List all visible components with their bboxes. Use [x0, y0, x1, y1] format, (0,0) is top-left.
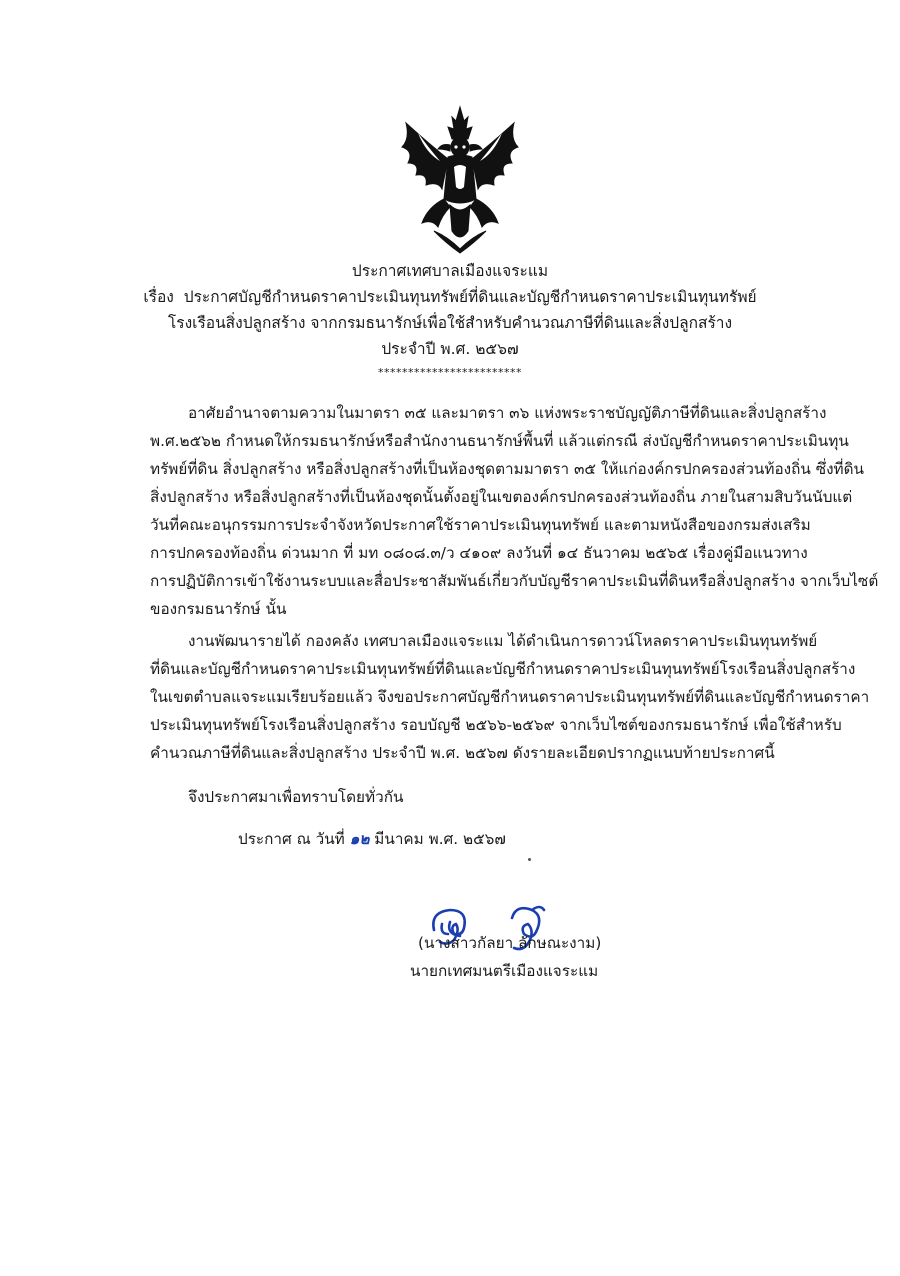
paragraph2-line: ในเขตตำบลแจระแมเรียบร้อยแล้ว จึงขอประกาศบัญชีกำหนดราคาประเมินทุนทรัพย์ที่ดินและบัญชีกำหนดราคา [150, 688, 870, 706]
paragraph2-line: งานพัฒนารายได้ กองคลัง เทศบาลเมืองแจระแม ได้ดำเนินการดาวน์โหลดราคาประเมินทุนทรัพย์ [188, 632, 818, 650]
garuda-emblem-icon [398, 103, 522, 253]
paragraph1-line: การปกครองท้องถิ่น ด่วนมาก ที่ มท ๐๘๐๘.๓/ว ๔๑๐๙ ลงวันที่ ๑๔ ธันวาคม ๒๕๖๕ เรื่องคู่มือแนวทาง [150, 544, 808, 562]
paragraph1-line: อาศัยอำนาจตามความในมาตรา ๓๕ และมาตรา ๓๖ แห่งพระราชบัญญัติภาษีที่ดินและสิ่งปลูกสร้าง [188, 404, 827, 422]
signatory-position: นายกเทศมนตรีเมืองแจระแม [410, 962, 599, 980]
paragraph1-line: วันที่คณะอนุกรรมการประจำจังหวัดประกาศใช้ราคาประเมินทุนทรัพย์ และตามหนังสือของกรมส่งเสริม [150, 516, 811, 534]
paragraph1-line: ทรัพย์ที่ดิน สิ่งปลูกสร้าง หรือสิ่งปลูกสร้างที่เป็นห้องชุดตามมาตรา ๓๕ ให้แก่องค์กรปกครองส่วนท้องถิ่น ซึ่งที่ดิน [150, 460, 865, 478]
signatory-name: (นางสาวกัลยา ลักษณะงาม) [418, 934, 602, 952]
separator-stars: ************************ [378, 366, 522, 379]
paragraph1-line: ของกรมธนารักษ์ นั้น [150, 600, 287, 618]
paragraph2-line: ประเมินทุนทรัพย์โรงเรือนสิ่งปลูกสร้าง รอบบัญชี ๒๕๖๖-๒๕๖๙ จากเว็บไซต์ของกรมธนารักษ์ เพื่อใช้สำหรับ [150, 716, 842, 734]
date-day-handwritten: ๑๒ [349, 830, 370, 848]
closing-line: จึงประกาศมาเพื่อทราบโดยทั่วกัน [188, 788, 404, 806]
subject-line-1 [0, 284, 900, 310]
date-prefix: ประกาศ ณ วันที่ [238, 830, 345, 848]
subject-line-2: โรงเรือนสิ่งปลูกสร้าง จากกรมธนารักษ์เพื่อใช้สำหรับคำนวณภาษีที่ดินและสิ่งปลูกสร้าง [167, 314, 733, 332]
paragraph1-line: สิ่งปลูกสร้าง หรือสิ่งปลูกสร้างที่เป็นห้องชุดนั้นตั้งอยู่ในเขตองค์กรปกครองส่วนท้องถิ่น ภายในสามสิบวันนับแต่ [150, 488, 853, 506]
announcement-title: ประกาศเทศบาลเมืองแจระแม [351, 262, 549, 280]
paragraph1-line: พ.ศ.๒๕๖๒ กำหนดให้กรมธนารักษ์หรือสำนักงานธนารักษ์พื้นที่ แล้วแต่กรณี ส่งบัญชีกำหนดราคาประเมินทุน [150, 432, 849, 450]
paragraph1-line: การปฏิบัติการเข้าใช้งานระบบและสื่อประชาสัมพันธ์เกี่ยวกับบัญชีราคาประเมินที่ดินหรือสิ่งปลูกสร้าง จากเว็บไซต์ [150, 572, 879, 590]
date-suffix: มีนาคม พ.ศ. ๒๕๖๗ [374, 830, 506, 848]
stray-dot [528, 858, 531, 861]
paragraph2-line: คำนวณภาษีที่ดินและสิ่งปลูกสร้าง ประจำปี พ.ศ. ๒๕๖๗ ดังรายละเอียดปรากฏแนบท้ายประกาศนี้ [150, 744, 775, 762]
paragraph2-line: ที่ดินและบัญชีกำหนดราคาประเมินทุนทรัพย์ที่ดินและบัญชีกำหนดราคาประเมินทุนทรัพย์โรงเรือนสิ่งปลูกสร้าง [150, 660, 856, 678]
subject-prefix: เรื่อง [143, 288, 174, 306]
subject-line-3: ประจำปี พ.ศ. ๒๕๖๗ [381, 340, 519, 358]
subject-text-1: ประกาศบัญชีกำหนดราคาประเมินทุนทรัพย์ที่ดินและบัญชีกำหนดราคาประเมินทุนทรัพย์ [183, 288, 757, 306]
announcement-date [238, 826, 506, 852]
